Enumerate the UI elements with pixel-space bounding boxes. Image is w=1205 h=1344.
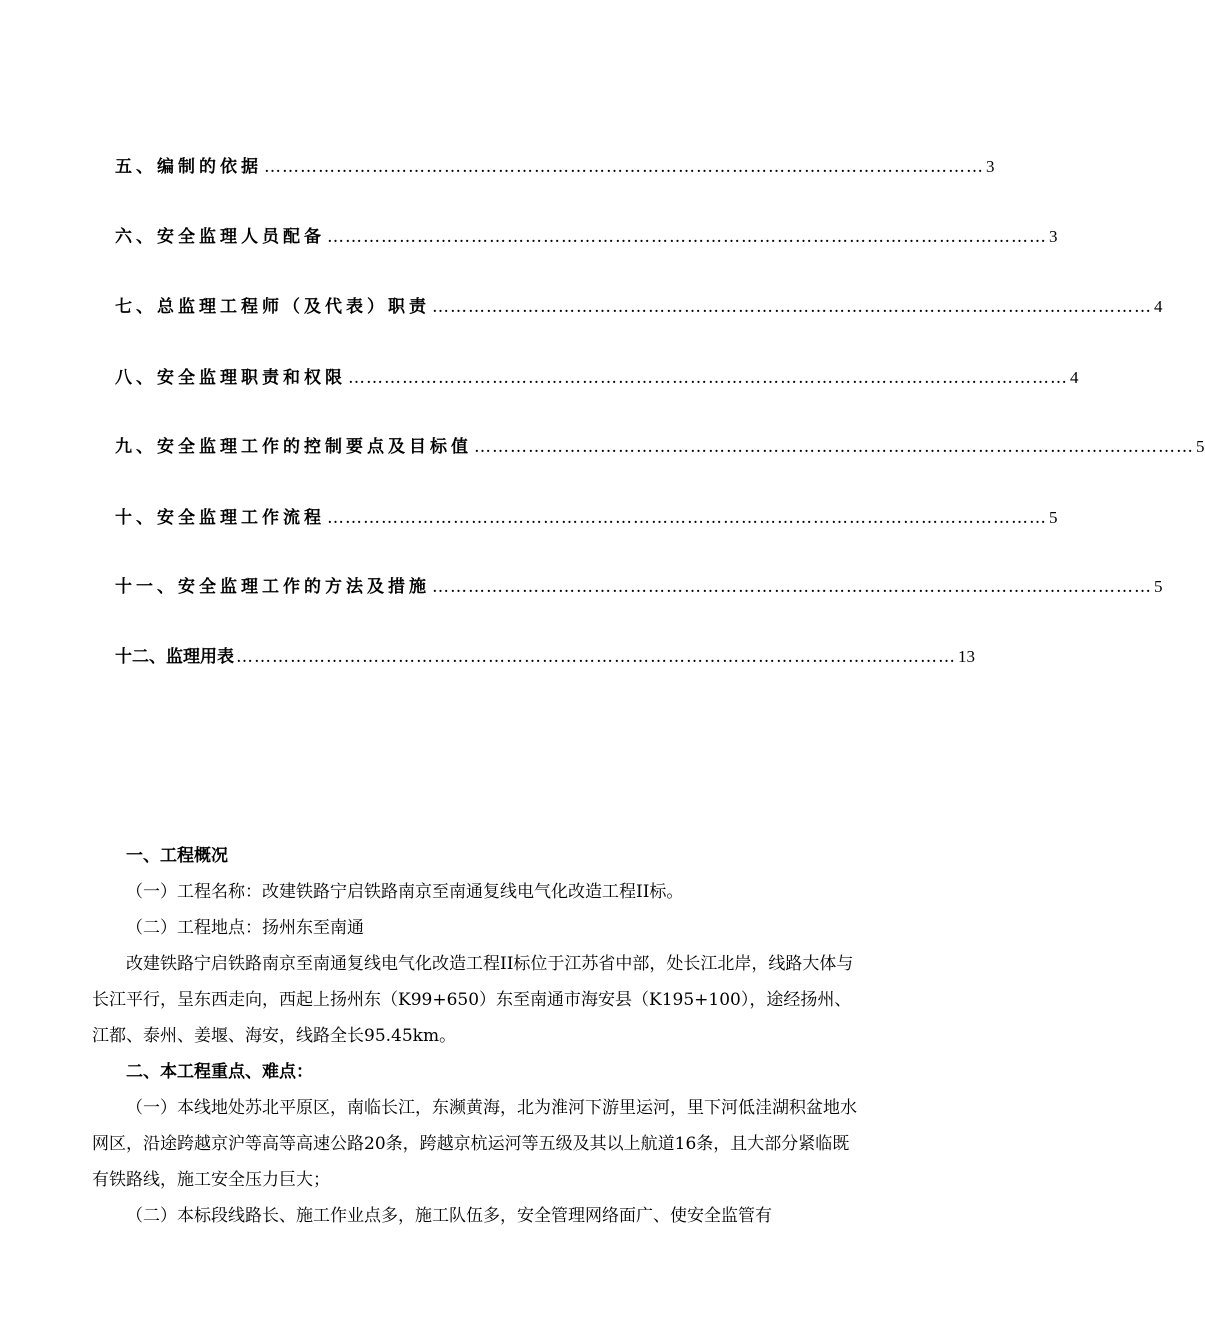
toc-entry[interactable] [115,432,1205,457]
toc-leader-dots: ………………………………………………………………………………………………………… [327,508,1047,528]
paragraph: （二）本标段线路长、施工作业点多，施工队伍多，安全管理网络面广、使安全监管有 [126,1206,772,1226]
toc-leader-dots: ………………………………………………………………………………………………………… [327,227,1047,247]
toc-entry-page: 3 [986,157,995,176]
toc-entry-title: 九、安全监理工作的控制要点及目标值 [115,437,472,457]
toc-entry[interactable] [115,572,1163,597]
toc-leader-dots: ………………………………………………………………………………………………………… [432,577,1152,597]
toc-leader-dots: ………………………………………………………………………………………………………… [474,437,1194,457]
paragraph: （一）工程名称：改建铁路宁启铁路南京至南通复线电气化改造工程II标。 [126,882,684,902]
toc-entry-page: 4 [1154,297,1163,316]
toc-entry[interactable] [115,152,995,177]
toc-entry[interactable] [115,222,1058,247]
document-body [92,838,857,1234]
section-heading: 二、本工程重点、难点： [126,1062,313,1082]
toc-leader-dots: ………………………………………………………………………………………………………… [264,157,984,177]
toc-leader-dots: ………………………………………………………………………………………………………… [236,647,956,667]
toc-entry-title: 十、安全监理工作流程 [115,508,325,528]
toc-entry[interactable] [115,292,1163,317]
toc-entry[interactable] [115,503,1058,528]
toc-entry-page: 5 [1049,508,1058,527]
toc-entry[interactable] [115,363,1079,388]
toc-entry-title: 五、编制的依据 [115,157,262,177]
toc-entry-page: 4 [1070,368,1079,387]
paragraph: 改建铁路宁启铁路南京至南通复线电气化改造工程II标位于江苏省中部，处长江北岸，线路大体与长江平行，呈东西走向，西起上扬州东（K99+650）东至南通市海安县（K195+100），途经扬州、江都、泰州、姜堰、海安，线路全长95.45km。 [92,954,854,1046]
toc-leader-dots: ………………………………………………………………………………………………………… [432,297,1152,317]
paragraph: （二）工程地点：扬州东至南通 [126,918,364,938]
toc-entry-page: 5 [1154,577,1163,596]
section-heading: 一、工程概况 [126,846,228,866]
toc-leader-dots: ………………………………………………………………………………………………………… [348,368,1068,388]
toc-entry-title: 十一、安全监理工作的方法及措施 [115,577,430,597]
toc-entry-page: 5 [1196,437,1205,456]
toc-entry-title: 六、安全监理人员配备 [115,227,325,247]
toc-entry-title: 七、总监理工程师（及代表）职责 [115,297,430,317]
paragraph: （一）本线地处苏北平原区，南临长江，东濒黄海，北为淮河下游里运河，里下河低洼湖积盆地水网区，沿途跨越京沪等高等高速公路20条，跨越京杭运河等五级及其以上航道16条，且大部分紧临既有铁路线，施工安全压力巨大； [92,1098,857,1190]
toc-entry-page: 13 [958,647,975,666]
toc-entry-title: 八、安全监理职责和权限 [115,368,346,388]
toc-entry-title: 十二、监理用表 [115,647,234,667]
toc-entry[interactable] [115,642,975,667]
toc-entry-page: 3 [1049,227,1058,246]
